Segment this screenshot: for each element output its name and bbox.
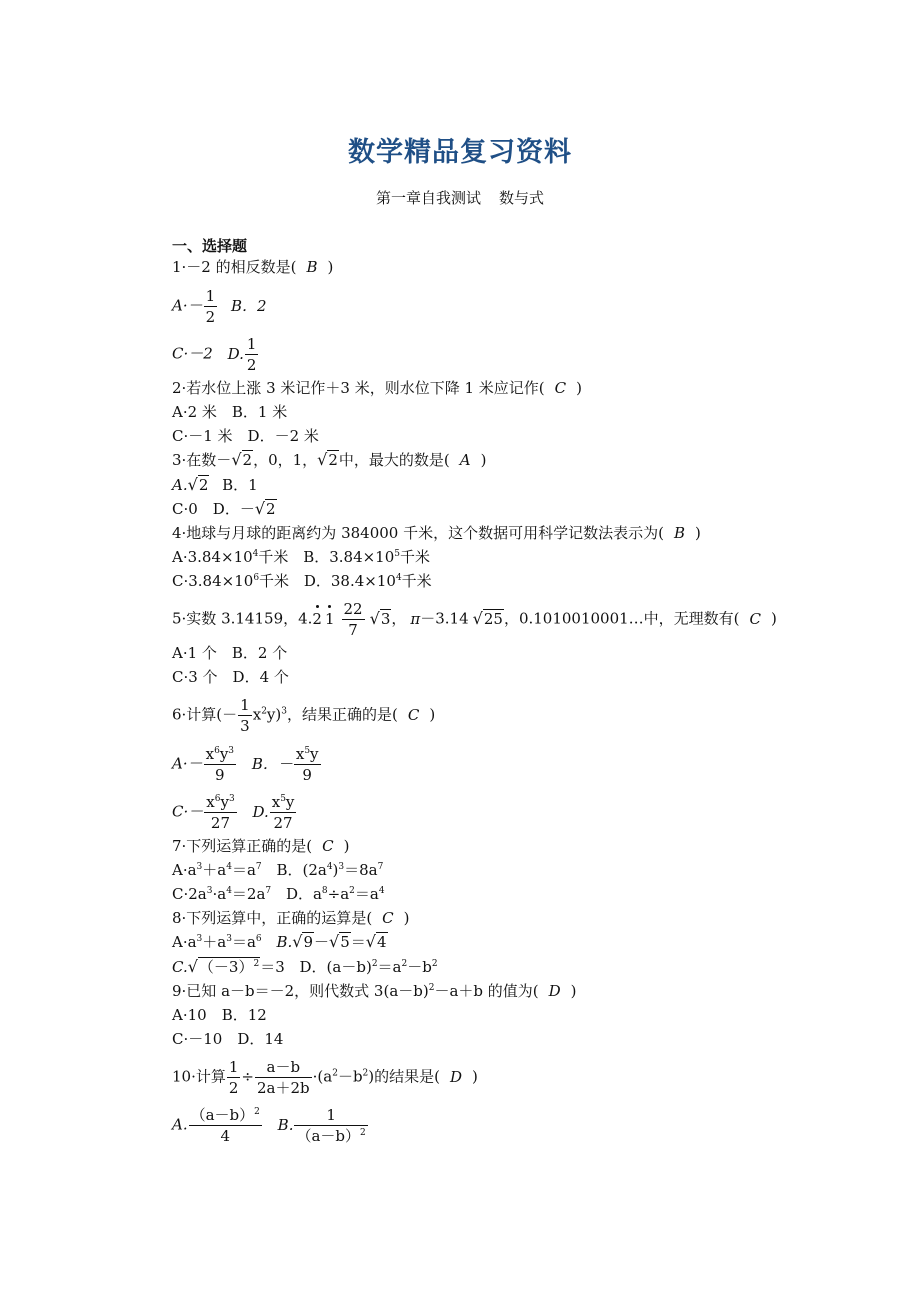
option-d-fraction — [270, 792, 297, 833]
question-7-options-ab: $A\cdot a^3+a^4=a^7$ B．$(2a^4)^3=8a^7$ — [172, 861, 384, 879]
option-a: A·3.84×10 — [172, 548, 253, 566]
option-c-label: C·－ — [172, 802, 204, 821]
fraction-denominator: 27 — [210, 814, 230, 832]
pi-symbol: π — [410, 609, 421, 628]
stem-close: ) — [576, 379, 582, 397]
exponent: 2 — [428, 983, 435, 993]
option-c-fraction — [204, 792, 236, 833]
option-a-fraction — [204, 286, 218, 327]
fraction-numerator: $x^5y$ — [295, 745, 319, 763]
question-2-options-ab: A·2 米 B．1 米 — [172, 403, 288, 421]
option-d-label: D. — [252, 802, 269, 821]
unit: 千米 — [401, 572, 432, 590]
unit: 千米 — [400, 548, 431, 566]
answer-letter: B — [306, 258, 318, 276]
fraction-denominator: 2a＋2b — [256, 1079, 310, 1097]
question-4-stem — [172, 523, 701, 543]
radicand: 3 — [380, 609, 391, 628]
question-1-options-ab — [172, 286, 267, 327]
answer-letter: C — [407, 705, 420, 724]
exponent: 3 — [281, 706, 287, 717]
stem-text: 4·地球与月球的距离约为 384000 千米，这个数据可用科学记数法表示为( — [172, 524, 664, 542]
stem-text: 中，最大的数是( — [338, 451, 450, 469]
stem-text: 1·－2 的相反数是( — [172, 258, 297, 276]
option-c: C·3.84×10 — [172, 572, 254, 590]
question-3-stem — [172, 450, 486, 470]
fraction-denominator: 2 — [246, 356, 257, 374]
question-2-options-cd: C·－1 米 D．－2 米 — [172, 427, 319, 445]
option-a-fraction — [204, 744, 236, 785]
option-c-label: C. — [172, 958, 188, 976]
fraction-denominator: $(a-b)^2$ — [296, 1127, 366, 1145]
question-7-options-cd: $C\cdot 2a^3\cdot a^4=2a^7$ D．$a^8\div a^2=a^4$ — [172, 885, 385, 903]
question-10-options-ab — [172, 1105, 369, 1146]
answer-letter: C — [554, 379, 567, 397]
question-6-stem — [172, 695, 435, 736]
option-d: D．38.4×10 — [303, 572, 396, 590]
stem-text: ，结果正确的是( — [286, 705, 398, 724]
answer-letter: B — [673, 524, 685, 542]
question-2-stem — [172, 378, 582, 398]
operator: ÷ — [241, 1067, 254, 1086]
stem-text: 8·下列运算中，正确的运算是( — [172, 909, 373, 927]
question-7-stem — [172, 836, 350, 856]
question-5-stem — [172, 599, 777, 640]
sqrt-expression: √5 — [329, 932, 350, 951]
fraction-numerator: $(a-b)^2$ — [190, 1106, 260, 1124]
exponent: 6 — [253, 573, 260, 583]
question-4-options-cd — [172, 571, 432, 591]
answer-letter: C — [749, 609, 762, 628]
chapter-subtitle — [0, 187, 920, 208]
option-b-label: B. — [276, 933, 293, 951]
option-a-label: A. — [172, 1115, 188, 1134]
question-9-options-cd: C·－10 D．14 — [172, 1030, 284, 1048]
option-a-label: A·－ — [172, 754, 203, 773]
question-9-options-ab: A·10 B．12 — [172, 1006, 267, 1024]
question-1-options-cd — [172, 334, 259, 375]
option-b: B．1 — [222, 476, 258, 494]
stem-text: ， — [391, 609, 407, 628]
exponent: 5 — [394, 549, 400, 559]
stem-text: 6·计算(－ — [172, 705, 238, 724]
fraction-numerator: $x^5y$ — [271, 793, 295, 811]
stem-text: 10·计算 — [172, 1067, 226, 1086]
stem-text: 9·已知 a－b＝－2，则代数式 3(a－b) — [172, 982, 429, 1000]
question-8-stem — [172, 908, 410, 928]
fraction — [238, 695, 252, 736]
fraction-numerator: $x^6y^3$ — [206, 793, 235, 811]
exponent: 2 — [261, 706, 267, 717]
fraction-denominator: 7 — [348, 621, 358, 639]
fraction-denominator: 9 — [302, 766, 312, 784]
stem-text: ，0，1， — [253, 451, 318, 469]
question-10-stem: 10·计算 $\frac{1}{2}$ ÷ $\frac{a-b}{2a+2b}$ $\cdot(a^2-b^2)$的结果是( D ) — [172, 1058, 478, 1097]
option-c: C·2a — [172, 885, 207, 903]
repeating-digit: 2 — [312, 609, 322, 628]
option-d-fraction — [245, 334, 259, 375]
question-6-options-ab — [172, 744, 322, 785]
question-5-options-ab: A·1 个 B．2 个 — [172, 644, 288, 662]
option-b-label: B．－ — [251, 754, 293, 773]
option-a: A·a — [172, 861, 197, 879]
question-4-options-ab — [172, 547, 430, 567]
stem-close: ) — [771, 609, 777, 628]
option-d: D．a — [285, 885, 322, 903]
stem-close: ) — [472, 1067, 478, 1086]
question-9-stem — [172, 981, 577, 1001]
subtitle-chapter: 第一章自我测试 — [375, 189, 481, 207]
fraction-denominator: 2 — [228, 1079, 239, 1097]
sqrt-expression: √9 — [292, 932, 313, 951]
radicand: 2 — [198, 476, 209, 494]
fraction-numerator: 1 — [294, 1105, 367, 1126]
sqrt-expression: √2 — [231, 450, 253, 469]
fraction — [255, 1057, 312, 1098]
sqrt-expression: $√(-3)^2$ — [187, 957, 260, 976]
fraction — [227, 1057, 241, 1098]
sqrt-expression: √25 — [472, 608, 503, 628]
stem-text: ，0.1010010001…中，无理数有( — [503, 609, 740, 628]
question-5-options-cd: C·3 个 D．4 个 — [172, 668, 289, 686]
stem-close: ) — [429, 705, 436, 724]
answer-letter: C — [322, 837, 334, 855]
option-d-label: D. — [227, 344, 244, 363]
question-1-stem — [172, 257, 333, 277]
subtitle-topic: 数与式 — [499, 189, 545, 207]
stem-close: ) — [570, 982, 577, 1000]
stem-text: 7·下列运算正确的是( — [172, 837, 313, 855]
stem-text: ·(a — [312, 1067, 333, 1086]
stem-close: ) — [403, 909, 410, 927]
sqrt-expression: √2 — [254, 499, 276, 518]
option-a-fraction — [189, 1105, 262, 1146]
option-b-fraction — [294, 744, 321, 785]
answer-letter: C — [382, 909, 394, 927]
fraction-numerator: 1 — [205, 287, 216, 305]
sqrt-expression: √3 — [369, 608, 391, 628]
stem-text: －a＋b 的值为( — [434, 982, 539, 1000]
stem-text: 2·若水位上涨 3 米记作＋3 米，则水位下降 1 米应记作( — [172, 379, 545, 397]
fraction-denominator: 3 — [240, 717, 250, 735]
stem-text: )的结果是( — [368, 1067, 440, 1086]
unit: 千米 — [259, 572, 290, 590]
stem-text: 5·实数 3.14159，4. — [172, 609, 313, 628]
fraction-numerator: 1 — [228, 1058, 239, 1076]
radicand: 2 — [242, 451, 253, 469]
option-b-label: B. — [277, 1115, 294, 1134]
repeating-digit: 1 — [324, 609, 335, 628]
option-c: C·－2 — [172, 344, 213, 363]
option-d: D．(a－b) — [299, 958, 372, 976]
fraction-denominator: 4 — [220, 1127, 231, 1145]
option-a-label: A·－ — [172, 296, 203, 315]
stem-text: 3·在数－ — [172, 451, 232, 469]
radicand: 2 — [328, 451, 338, 469]
radicand: 25 — [483, 609, 503, 628]
fraction-denominator: 27 — [273, 814, 293, 832]
question-3-options-ab — [172, 475, 258, 495]
question-8-options-cd: $C.√(-3)^2=3$ D．$(a-b)^2=a^2-b^2$ — [172, 957, 438, 976]
stem-close: ) — [480, 451, 487, 469]
fraction-numerator: 22 — [343, 600, 363, 618]
stem-text: －b — [337, 1067, 363, 1086]
question-3-options-cd — [172, 499, 277, 519]
section-heading: 一、选择题 — [172, 237, 248, 255]
question-8-options-ab: $A\cdot a^3+a^3=a^6$ B.√9－√5＝√4 — [172, 932, 387, 951]
fraction-denominator: 2 — [205, 308, 216, 326]
answer-letter: D — [548, 982, 561, 1000]
stem-text: y) — [266, 705, 282, 724]
stem-close: ) — [343, 837, 350, 855]
fraction-denominator: 9 — [215, 766, 225, 784]
stem-close: ) — [695, 524, 701, 542]
page-title: 数学精品复习资料 — [348, 137, 572, 168]
fraction — [342, 599, 365, 640]
exponent: 4 — [395, 573, 402, 583]
question-6-options-cd — [172, 792, 297, 833]
radicand: 2 — [266, 500, 276, 518]
sqrt-expression: √4 — [365, 932, 387, 951]
unit: 千米 — [258, 548, 289, 566]
sqrt-expression: √2 — [317, 450, 338, 469]
answer-letter: A — [459, 451, 471, 469]
fraction-numerator: 1 — [246, 335, 257, 353]
stem-text: －3.14 — [420, 609, 469, 628]
stem-close: ) — [327, 258, 334, 276]
fraction-numerator: $x^6y^3$ — [205, 745, 235, 763]
option-b: B．(2a — [276, 861, 327, 879]
option-a: A·a — [172, 933, 197, 951]
answer-letter: D — [450, 1067, 463, 1086]
stem-text: x — [252, 705, 262, 724]
exponent: 4 — [252, 549, 259, 559]
sqrt-expression: √2 — [187, 475, 209, 494]
option-a-label: A. — [172, 476, 188, 494]
option-b-fraction — [294, 1105, 367, 1146]
fraction-numerator: 1 — [240, 696, 250, 714]
option-cd-text: C·0 D．－ — [172, 500, 255, 518]
option-b: B．3.84×10 — [303, 548, 395, 566]
option-b: B．2 — [230, 296, 267, 315]
fraction-numerator: a－b — [255, 1057, 312, 1078]
